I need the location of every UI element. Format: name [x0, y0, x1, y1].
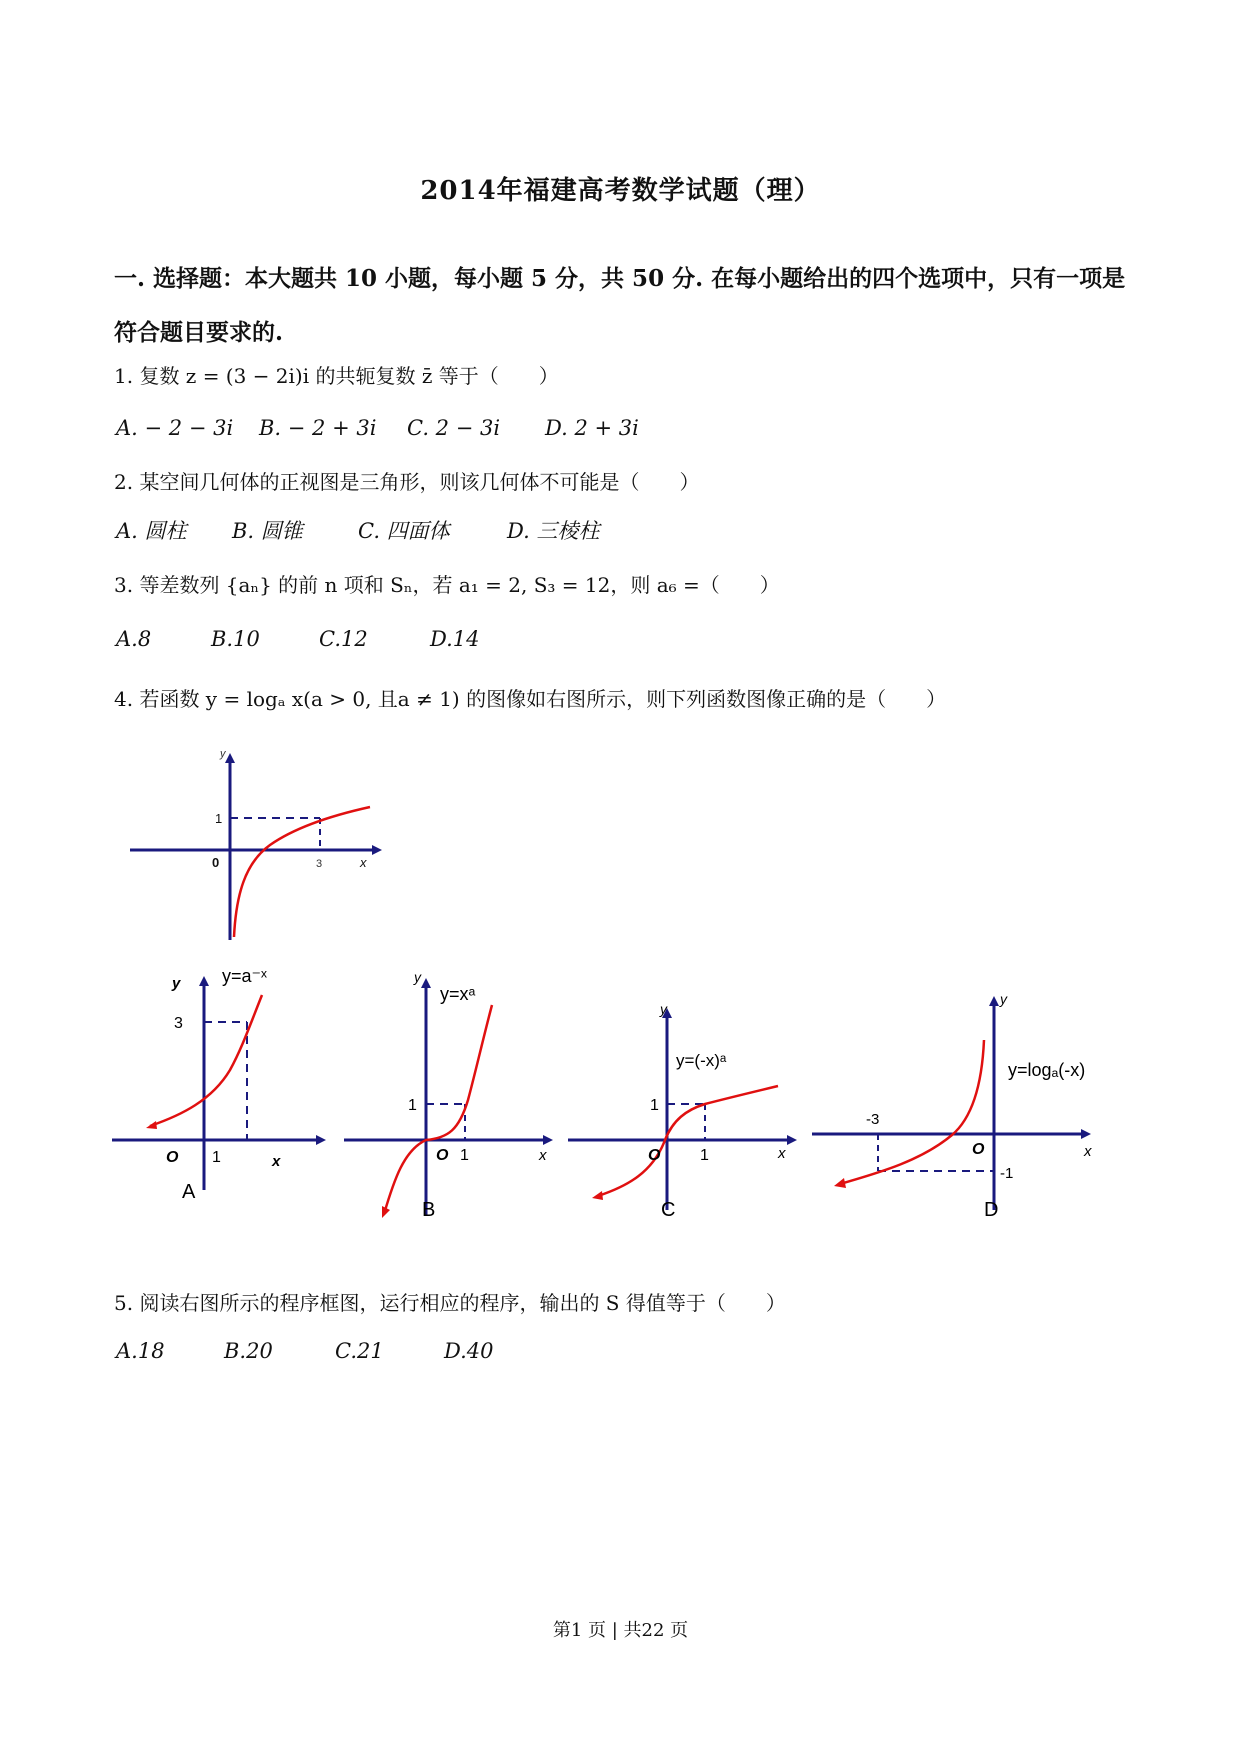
svg-text:O: O [436, 1147, 449, 1164]
origin-label: 0 [212, 855, 220, 870]
option-a: A. − 2 − 3i [116, 416, 234, 440]
question-1-options [116, 416, 639, 440]
option-d: D.14 [430, 627, 480, 651]
svg-text:1: 1 [460, 1147, 469, 1164]
svg-text:O: O [166, 1149, 179, 1166]
svg-text:1: 1 [650, 1097, 659, 1114]
svg-text:3: 3 [174, 1015, 183, 1032]
question-1-stem: 1. 复数 z = (3 − 2i)i 的共轭复数 z̄ 等于（ ） [114, 364, 559, 388]
choice-c-graph [568, 960, 808, 1220]
choice-b-graph [344, 960, 564, 1220]
svg-text:y: y [172, 975, 181, 992]
svg-text:O: O [648, 1147, 661, 1164]
svg-text:y: y [1000, 991, 1007, 1007]
svg-text:y=xᵃ: y=xᵃ [440, 984, 476, 1004]
option-a: A.8 [116, 627, 152, 651]
question-2-stem: 2. 某空间几何体的正视图是三角形，则该几何体不可能是（ ） [114, 470, 700, 494]
option-b: B.20 [224, 1339, 273, 1363]
x-label: x [360, 855, 367, 870]
option-d: D.40 [444, 1339, 494, 1363]
option-d: D. 三棱柱 [507, 519, 600, 543]
question-3-options [116, 627, 480, 651]
choice-d-graph [812, 960, 1112, 1220]
svg-text:1: 1 [212, 1149, 221, 1166]
option-a: A. 圆柱 [116, 519, 187, 543]
one-label: 1 [215, 811, 223, 826]
question-5-options [116, 1339, 494, 1363]
option-c: C.21 [335, 1339, 384, 1363]
option-c: C. 四面体 [358, 519, 450, 543]
choice-a-label: A [182, 1181, 196, 1200]
svg-text:O: O [972, 1141, 985, 1158]
question-2-options [116, 515, 599, 545]
svg-text:x: x [539, 1147, 547, 1164]
svg-text:y: y [414, 969, 421, 985]
choice-a-graph [112, 960, 342, 1200]
log-curve [234, 807, 370, 937]
choice-c-label: C [661, 1199, 676, 1220]
choice-d-label: D [984, 1199, 999, 1220]
option-a: A.18 [116, 1339, 165, 1363]
option-b: B. − 2 + 3i [259, 416, 377, 440]
option-c: C.12 [319, 627, 368, 651]
question-4-stem: 4. 若函数 y = logₐ x(a > 0, 且a ≠ 1) 的图像如右图所示，则下列函数图像正确的是（ ） [114, 687, 947, 711]
x-tick-label: 3 [316, 858, 323, 870]
svg-text:x: x [1084, 1143, 1092, 1160]
page-footer: 第1 页 | 共22 页 [552, 1620, 689, 1641]
page-title: 2014年福建高考数学试题（理） [420, 176, 821, 206]
y-label: y [220, 748, 226, 760]
svg-text:-3: -3 [866, 1111, 880, 1128]
question-3-stem: 3. 等差数列 {aₙ} 的前 n 项和 Sₙ，若 a₁ = 2, S₃ = 12，则 a₆ =（ ） [114, 573, 780, 597]
x-axis-arrow [372, 845, 382, 855]
svg-text:x: x [778, 1145, 786, 1162]
option-c: C. 2 − 3i [407, 416, 501, 440]
svg-text:1: 1 [700, 1147, 709, 1164]
choice-b-label: B [422, 1199, 436, 1220]
svg-text:x: x [272, 1153, 281, 1170]
svg-text:-1: -1 [1000, 1165, 1014, 1182]
option-b: B.10 [211, 627, 260, 651]
svg-text:1: 1 [408, 1097, 417, 1114]
option-d: D. 2 + 3i [545, 416, 639, 440]
log-function-graph [120, 745, 410, 945]
y-axis-arrow [225, 753, 235, 763]
svg-text:y=(-x)ᵃ: y=(-x)ᵃ [676, 1051, 727, 1070]
svg-text:y=logₐ(-x): y=logₐ(-x) [1008, 1060, 1086, 1080]
svg-text:y: y [660, 1001, 667, 1017]
svg-text:y=a⁻ˣ: y=a⁻ˣ [222, 966, 267, 986]
option-b: B. 圆锥 [232, 519, 303, 543]
section-heading: 一. 选择题：本大题共 10 小题，每小题 5 分，共 50 分. 在每小题给出的四个选项中，只有一项是符合题目要求的. [114, 265, 1126, 346]
question-5-stem: 5. 阅读右图所示的程序框图，运行相应的程序，输出的 S 得值等于（ ） [114, 1291, 786, 1315]
